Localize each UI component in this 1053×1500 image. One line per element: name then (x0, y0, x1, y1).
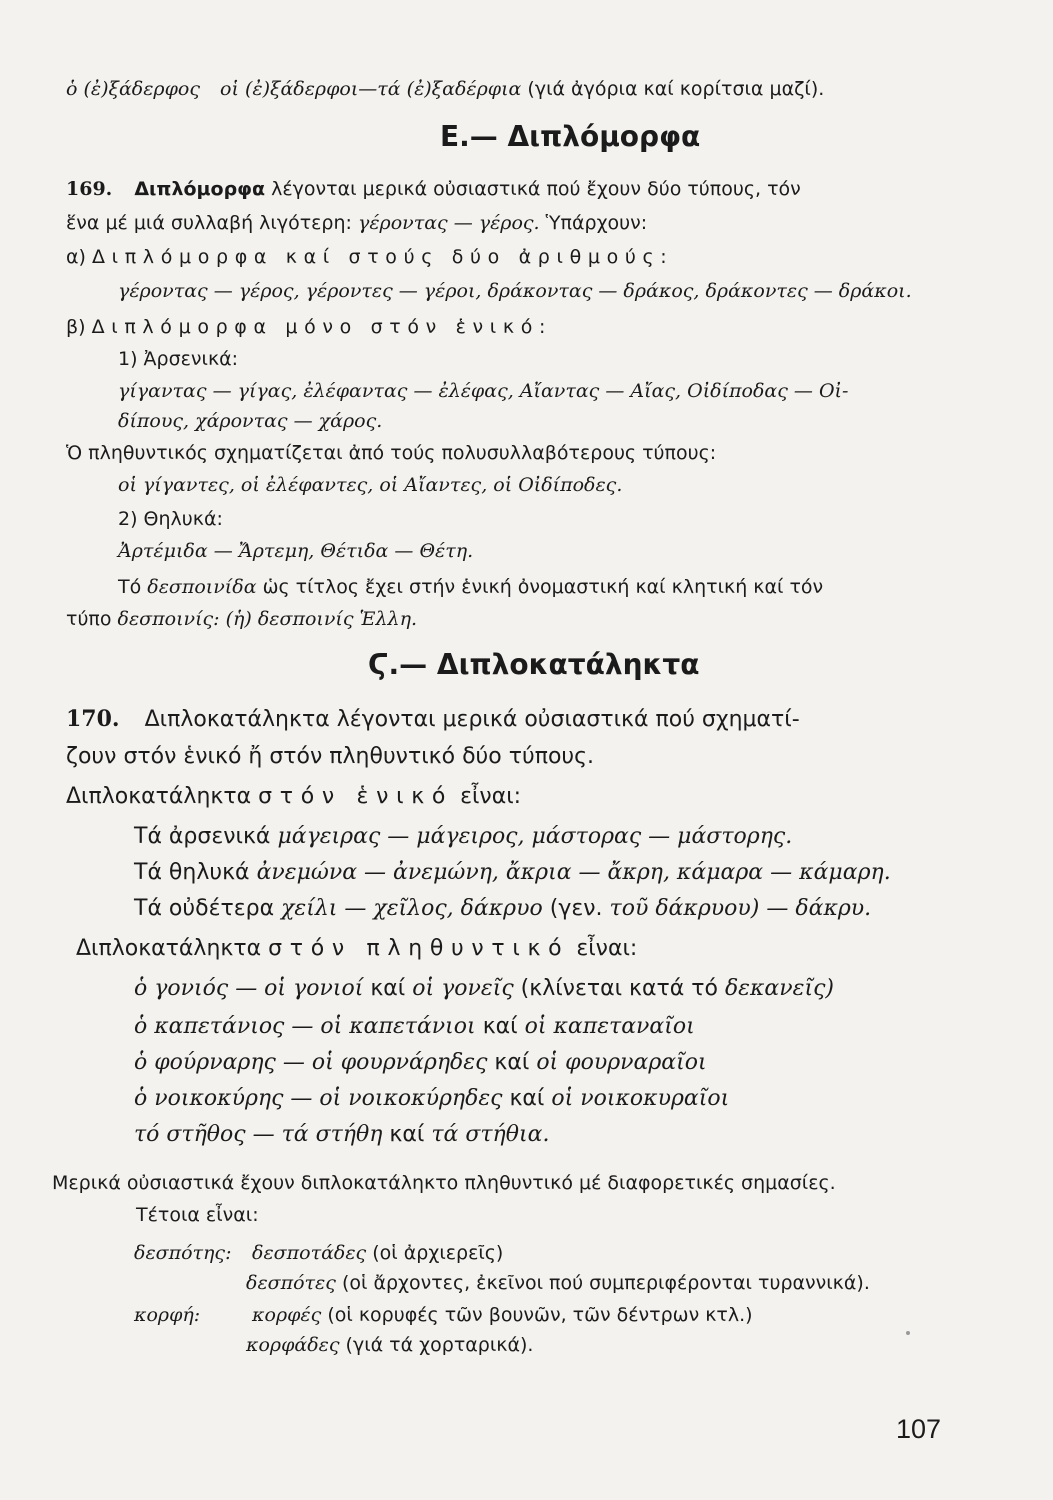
note2-a: τύπο (66, 608, 112, 630)
singular-row-fem (134, 860, 891, 885)
para-169-text2c: Ὑπάρχουν: (545, 212, 648, 234)
item-b2-label: 2) Θηλυκά: (118, 508, 223, 530)
sing-row-example: μάγειρας — μάγειρος, μάστορας — μάστορης. (277, 824, 793, 849)
sing-row-example: χείλι — χεῖλος, δάκρυο (281, 896, 543, 921)
plural-note-b: οἱ γίγαντες, οἱ ἐλέφαντες, οἱ Αἴαντες, οἱ Οἰδίποδες. (118, 474, 623, 496)
plur-head-c: εἶναι: (576, 936, 638, 961)
note1-a: Τό (118, 576, 142, 598)
intro-c: (γιά ἀγόρια καί κορίτσια μαζί). (527, 78, 825, 100)
plural-row-a: ὁ νοικοκύρης — οἱ νοικοκύρηδες (134, 1086, 503, 1111)
item-b2-examples: Ἀρτέμιδα — Ἄρτεμη, Θέτιδα — Θέτη. (118, 540, 474, 562)
plural-row (134, 976, 834, 1001)
plural-row-b: οἱ καπεταναῖοι (524, 1014, 695, 1039)
note2-b: δεσποινίς: (ἡ) δεσποινίς Ἑλλη. (117, 608, 418, 630)
plural-row-kai: καί (370, 976, 406, 1001)
plural-row (134, 1050, 707, 1075)
para-169-text1: λέγονται μερικά οὐσιαστικά πού ἔχουν δύο τύπους, τόν (271, 178, 801, 200)
para-169-line2 (66, 212, 647, 234)
plural-row-b: οἱ γονεῖς (412, 976, 514, 1001)
despotis-meaning-2: (οἱ ἄρχοντες, ἐκεῖνοι πού συμπεριφέρονται τυραννικά). (341, 1272, 870, 1294)
plural-row-kai: καί (509, 1086, 545, 1111)
print-speck (906, 1331, 910, 1335)
singular-heading (66, 784, 521, 809)
item-b-head (66, 316, 552, 338)
diff-note-2: Τέτοια εἶναι: (136, 1204, 259, 1226)
despotis-meaning-1: (οἱ ἀρχιερεῖς) (372, 1242, 504, 1264)
intro-line (66, 78, 824, 100)
para-169-term: Διπλόμορφα (134, 178, 266, 200)
plural-row-a: ὁ γονιός — οἱ γονιοί (134, 976, 364, 1001)
section-s-title: Ϛ.— Διπλοκατάληκτα (368, 648, 700, 681)
item-a-label: α) (66, 246, 86, 268)
despotis-form-1: δεσποτάδες (252, 1242, 367, 1264)
sing-row-label: Τά θηλυκά (134, 860, 250, 885)
plural-row-kai: καί (494, 1050, 530, 1075)
plural-row-kai: καί (482, 1014, 518, 1039)
plural-row-d: δεκανεῖς) (724, 976, 834, 1001)
note1-b: δεσποινίδα (147, 576, 257, 598)
plur-head-b: στόν πληθυντικό (268, 936, 570, 961)
item-b1-label: 1) Ἀρσενικά: (118, 348, 239, 370)
plural-heading (76, 936, 637, 961)
sing-row-mid: (γεν. (549, 896, 603, 921)
plural-row-c: (κλίνεται κατά τό (520, 976, 718, 1001)
despotis-row-2 (246, 1272, 870, 1294)
note-despoinida-1 (118, 576, 823, 598)
plural-row-a: τό στῆθος — τά στήθη (134, 1122, 383, 1147)
plural-row (134, 1122, 549, 1147)
plural-row-a: ὁ φούρναρης — οἱ φουρνάρηδες (134, 1050, 488, 1075)
plural-row-b: οἱ φουρναραῖοι (536, 1050, 707, 1075)
para-169-text2b: γέροντας — γέρος. (357, 212, 540, 234)
item-b1-examples-1: γίγαντας — γίγας, ἐλέφαντας — ἐλέφας, Αἴαντας — Αἴας, Οἰδίποδας — Οἰ- (118, 380, 849, 402)
para-170-line2: ζουν στόν ἑνικό ἤ στόν πληθυντικό δύο τύπους. (66, 744, 595, 769)
plural-row-b: τά στήθια. (431, 1122, 550, 1147)
korfi-label: κορφή: (134, 1304, 201, 1326)
korfi-meaning-2: (γιά τά χορταρικά). (345, 1334, 534, 1356)
para-169-text2a: ἕνα μέ μιά συλλαβή λιγότερη: (66, 212, 352, 234)
item-b-label: β) (66, 316, 86, 338)
korfi-row-2 (246, 1334, 533, 1356)
section-e-title: Ε.— Διπλόμορφα (440, 120, 701, 153)
korfi-form-1: κορφές (252, 1304, 322, 1326)
korfi-form-2: κορφάδες (246, 1334, 340, 1356)
despotis-form-2: δεσπότες (246, 1272, 336, 1294)
para-170-text1: Διπλοκατάληκτα λέγονται μερικά οὐσιαστικά πού σχηματί- (144, 707, 800, 732)
item-a-examples: γέροντας — γέρος, γέροντες — γέροι, δράκοντας — δράκος, δράκοντες — δράκοι. (118, 280, 912, 302)
page-number: 107 (896, 1414, 942, 1444)
item-a-head (66, 246, 673, 268)
sing-head-c: εἶναι: (460, 784, 522, 809)
item-b1-examples-2: δίπους, χάροντας — χάρος. (118, 410, 383, 432)
korfi-row-1 (134, 1304, 753, 1326)
plur-head-a: Διπλοκατάληκτα (76, 936, 262, 961)
note1-c: ὡς τίτλος ἔχει στήν ἑνική ὀνομαστική καί κλητική καί τόν (262, 576, 824, 598)
plural-row-b: οἱ νοικοκυραῖοι (551, 1086, 730, 1111)
sing-head-a: Διπλοκατάληκτα (66, 784, 252, 809)
despotis-label: δεσπότης: (134, 1242, 232, 1264)
para-170-line1 (66, 706, 800, 732)
para-169-number: 169. (66, 178, 113, 200)
sing-row-label: Τά ἀρσενικά (134, 824, 271, 849)
note-despoinida-2 (66, 608, 417, 630)
plural-row-kai: καί (389, 1122, 425, 1147)
sing-row-example2: τοῦ δάκρυου) — δάκρυ. (609, 896, 872, 921)
sing-row-example: ἀνεμώνα — ἀνεμώνη, ἄκρια — ἄκρη, κάμαρα — κάμαρη. (256, 860, 891, 885)
korfi-meaning-1: (οἱ κορυφές τῶν βουνῶν, τῶν δέντρων κτλ.) (327, 1304, 753, 1326)
plural-row (134, 1086, 729, 1111)
plural-note-a: Ὁ πληθυντικός σχηματίζεται ἀπό τούς πολυσυλλαβότερους τύπους: (66, 442, 717, 464)
intro-a: ὁ (ἐ)ξάδερφος (66, 78, 200, 100)
para-170-number: 170. (66, 706, 120, 732)
sing-row-label: Τά οὐδέτερα (134, 896, 275, 921)
diff-note-1: Μερικά οὐσιαστικά ἔχουν διπλοκατάληκτο πληθυντικό μέ διαφορετικές σημασίες. (52, 1172, 836, 1194)
singular-row-masc (134, 824, 792, 849)
plural-row-a: ὁ καπετάνιος — οἱ καπετάνιοι (134, 1014, 476, 1039)
sing-head-b: στόν ἑνικό (258, 784, 454, 809)
singular-row-neut (134, 896, 871, 921)
plural-row (134, 1014, 695, 1039)
intro-b: οἱ (ἐ)ξάδερφοι—τά (ἐ)ξαδέρφια (220, 78, 522, 100)
despotis-row-1 (134, 1242, 503, 1264)
item-b-heading: Διπλόμορφα μόνο στόν ἑνικό: (91, 316, 553, 338)
para-169-line1 (66, 178, 801, 200)
item-a-heading: Διπλόμορφα καί στούς δύο ἀριθμούς: (91, 246, 674, 268)
